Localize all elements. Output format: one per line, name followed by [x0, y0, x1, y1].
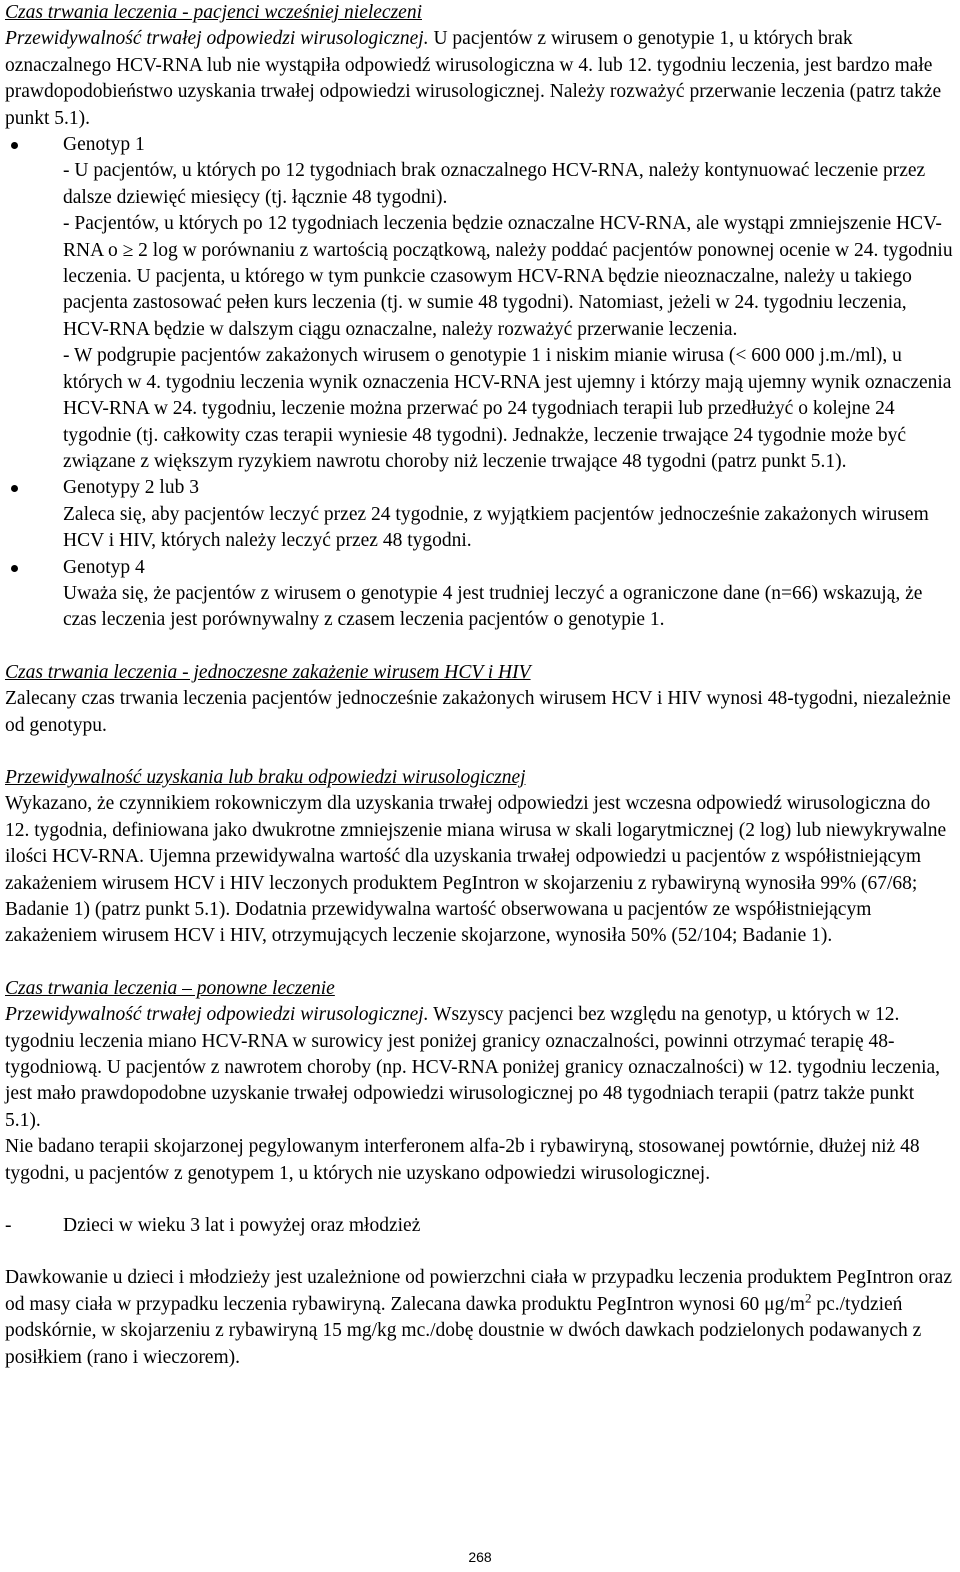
list-item-paragraph: Uważa się, że pacjentów z wirusem o genotypie 4 jest trudniej leczyć a ograniczone dane (n=66) wskazują, że czas leczenia jest porównywalny z czasem leczenia pacjentów o genotypie 1. — [63, 582, 923, 631]
paragraph-text: pc./tydzień podskórnie, w skojarzeniu z rybawiryną 15 mg/kg mc./dobę doustnie w dwóch dawkach podzielonych podawanych z posiłkiem (rano i wieczorem). — [5, 1293, 922, 1368]
section-heading: Czas trwania leczenia - jednoczesne zakażenie wirusem HCV i HIV — [5, 661, 531, 683]
list-item-paragraph: - U pacjentów, u których po 12 tygodniach brak oznaczalnego HCV-RNA, należy kontynuować leczenie przez dalsze dziewięć miesięcy (tj. łącznie 48 tygodni). — [63, 160, 926, 208]
list-item-genotype-2-3 — [5, 475, 953, 554]
genotype-list — [5, 132, 953, 634]
list-item-paragraph: - W podgrupie pacjentów zakażonych wirusem o genotypie 1 i niskim mianie wirusa (< 600 000 j.m./ml), u których w 4. tygodniu leczenia wynik oznaczenia HCV-RNA jest ujemny i którzy mają ujemny wynik oznaczenia HCV-RNA w 24. tygodniu, leczenie można przerwać po 24 tygodniach terapii lub przedłużyć o kolejne 24 tygodnie (tj. całkowity czas terapii wyniesie 48 tygodni). Jednakże, leczenie trwające 24 tygodnie może być związane z większym ryzykiem nawrotu choroby niż leczenie trwające 48 tygodni (patrz punkt 5.1). — [63, 345, 952, 472]
italic-lead: Przewidywalność trwałej odpowiedzi wirusologicznej. — [5, 28, 429, 50]
paragraph — [5, 1002, 953, 1134]
list-item-title: Genotyp 1 — [63, 134, 145, 156]
section-heading: Przewidywalność uzyskania lub braku odpowiedzi wirusologicznej — [5, 766, 526, 788]
section-response-predictability — [5, 765, 953, 950]
paragraph-text: U pacjentów z wirusem o genotypie 1, u których brak oznaczalnego HCV-RNA lub nie wystąpiła odpowiedź wirusologiczna w 4. lub 12. tygodniu leczenia, jest bardzo małe prawdopodobieństwo uzyskania trwałej odpowiedzi wirusologicznej. Należy rozważyć przerwanie leczenia (patrz także punkt 5.1). — [5, 28, 942, 129]
section-children-heading — [5, 1213, 953, 1239]
paragraph: Nie badano terapii skojarzonej pegylowanym interferonem alfa-2b i rybawiryną, stosowanej powtórnie, dłużej niż 48 tygodni, u pacjentów z genotypem 1, u których nie uzyskano odpowiedzi wirusologicznej. — [5, 1136, 920, 1184]
paragraph: Zalecany czas trwania leczenia pacjentów jednocześnie zakażonych wirusem HCV i HIV wynosi 48-tygodni, niezależnie od genotypu. — [5, 688, 951, 736]
page-number: 268 — [468, 1549, 492, 1565]
section-heading: Dzieci w wieku 3 lat i powyżej oraz młodzież — [63, 1215, 421, 1237]
section-treatment-duration-naive — [5, 0, 953, 634]
paragraph-children-dosing — [5, 1265, 953, 1371]
list-item-title: Genotyp 4 — [63, 556, 145, 578]
section-heading: Czas trwania leczenia – ponowne leczenie — [5, 977, 335, 999]
section-heading: Czas trwania leczenia - pacjenci wcześniej nieleczeni — [5, 2, 422, 23]
dash-marker: - — [5, 1215, 12, 1237]
section-hcv-hiv-coinfection — [5, 660, 953, 739]
bullet-icon — [11, 565, 18, 572]
paragraph-text: Wszyscy pacjenci bez względu na genotyp, u których w 12. tygodniu leczenia miano HCV-RNA w surowicy jest poniżej granicy oznaczalności, powinni otrzymać terapię 48-tygodniową. U pacjentów z nawrotem choroby (np. HCV-RNA poniżej granicy oznaczalności) w 12. tygodniu leczenia, jest mało prawdopodobne uzyskanie trwałej odpowiedzi wirusologicznej po 48 tygodniach terapii (patrz także punkt 5.1). — [5, 1004, 941, 1131]
bullet-icon — [11, 142, 18, 149]
list-item-genotype-1 — [5, 132, 953, 475]
paragraph: Wykazano, że czynnikiem rokowniczym dla uzyskania trwałej odpowiedzi jest wczesna odpowiedź wirusologiczna do 12. tygodnia, definiowana jako dwukrotne zmniejszenie miana wirusa w skali logarytmicznej (2 log) lub niewykrywalne ilości HCV-RNA. Ujemna przewidywalna wartość dla uzyskania trwałej odpowiedzi u pacjentów z współistniejącym zakażeniem wirusem HCV i HIV leczonych produktem PegIntron w skojarzeniu z rybawiryną wynosiła 99% (67/68; Badanie 1) (patrz punkt 5.1). Dodatnia przewidywalna wartość obserwowana u pacjentów ze współistniejącym zakażeniem wirusem HCV i HIV, otrzymujących leczenie skojarzone, wynosiła 50% (52/104; Badanie 1). — [5, 793, 947, 947]
paragraph — [5, 26, 953, 132]
list-item-title: Genotypy 2 lub 3 — [63, 477, 199, 499]
italic-lead: Przewidywalność trwałej odpowiedzi wirusologicznej. — [5, 1004, 429, 1026]
list-item-genotype-4 — [5, 555, 953, 634]
paragraph-text: Dawkowanie u dzieci i młodzieży jest uzależnione od powierzchni ciała w przypadku leczenia produktem PegIntron oraz od masy ciała w przypadku leczenia rybawiryną. Zalecana dawka produktu PegIntron wynosi 60 μg/m — [5, 1267, 952, 1315]
bullet-icon — [11, 485, 18, 492]
section-retreatment — [5, 976, 953, 1187]
list-item-paragraph: Zaleca się, aby pacjentów leczyć przez 24 tygodnie, z wyjątkiem pacjentów jednocześnie zakażonych wirusem HCV i HIV, których należy leczyć przez 48 tygodni. — [63, 503, 929, 552]
list-item-paragraph: - Pacjentów, u których po 12 tygodniach leczenia będzie oznaczalne HCV-RNA, ale wystąpi zmniejszenie HCV-RNA o ≥ 2 log w porównaniu z wartością początkową, należy poddać pacjentów ponownej ocenie w 24. tygodniu leczenia. U pacjenta, u którego w tym punkcie czasowym HCV-RNA będzie nieoznaczalne, należy u takiego pacjenta zastosować pełen kurs leczenia (tj. w sumie 48 tygodni). Natomiast, jeżeli w 24. tygodniu leczenia, HCV-RNA będzie w dalszym ciągu oznaczalne, należy rozważyć przerwanie leczenia. — [63, 213, 953, 340]
document-page — [5, 0, 953, 1371]
superscript: 2 — [804, 1290, 812, 1306]
